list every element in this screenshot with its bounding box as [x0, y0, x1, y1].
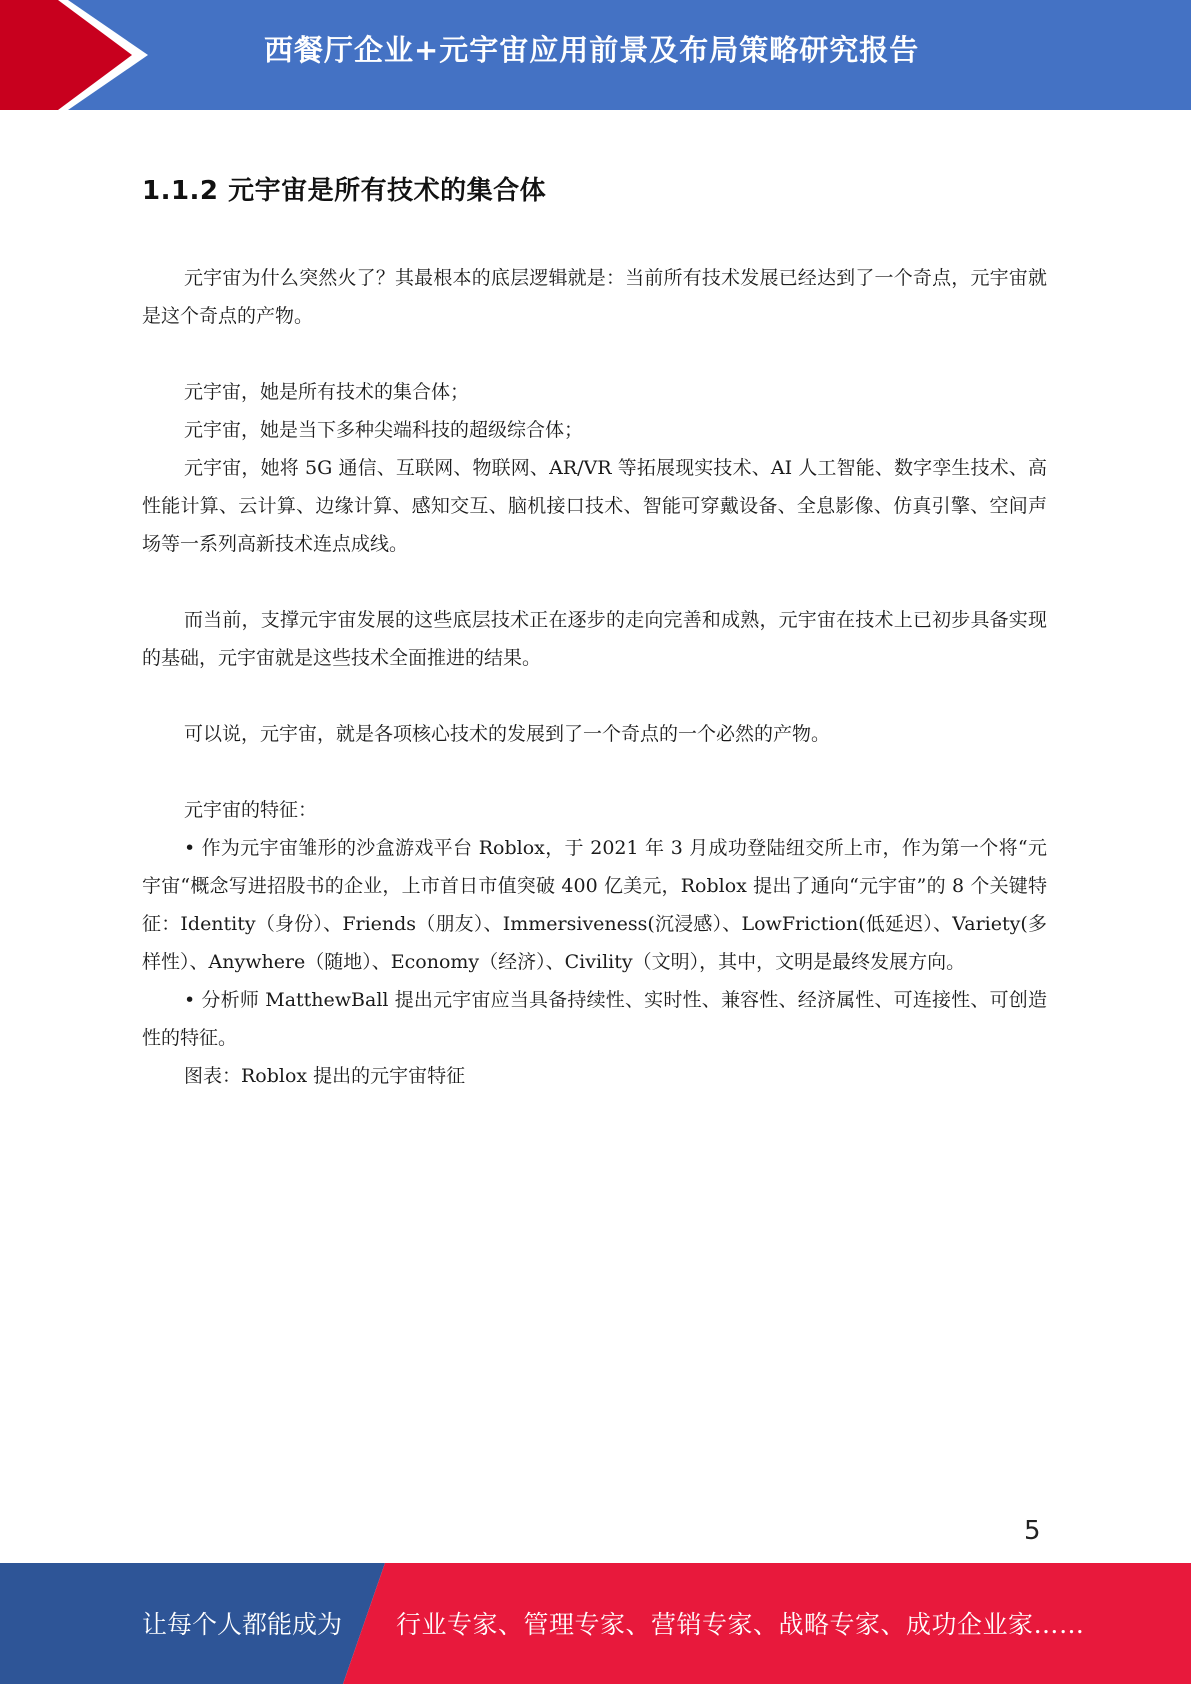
report-title: 西餐厅企业+元宇宙应用前景及布局策略研究报告: [264, 33, 920, 67]
figure-caption: 图表：Roblox 提出的元宇宙特征: [184, 1065, 466, 1087]
page-footer: [0, 1563, 1191, 1684]
main-content: [142, 170, 1047, 1095]
paragraph-intro: 元宇宙为什么突然火了？其最根本的底层逻辑就是：当前所有技术发展已经达到了一个奇点，元宇宙就是这个奇点的产物。: [142, 267, 1047, 327]
footer-slogan-right: 行业专家、管理专家、营销专家、战略专家、成功企业家……: [396, 1610, 1085, 1639]
paragraph-technologies: 元宇宙，她将 5G 通信、互联网、物联网、AR/VR 等拓展现实技术、AI 人工智能、数字孪生技术、高性能计算、云计算、边缘计算、感知交互、脑机接口技术、智能可穿戴设备、全息影像、仿真引擎、空间声场等一系列高新技术连点成线。: [142, 457, 1047, 555]
page-number: 5: [1024, 1516, 1041, 1546]
page-header: [0, 0, 1191, 110]
footer-slogan-left: 让每个人都能成为: [142, 1610, 343, 1639]
bullet-matthewball: • 分析师 MatthewBall 提出元宇宙应当具备持续性、实时性、兼容性、经济属性、可连接性、可创造性的特征。: [142, 989, 1047, 1049]
bullet-roblox: • 作为元宇宙雏形的沙盒游戏平台 Roblox，于 2021 年 3 月成功登陆纽交所上市，作为第一个将“元宇宙“概念写进招股书的企业，上市首日市值突破 400 亿美元，Roblox 提出了通向“元宇宙”的 8 个关键特征：Identity（身份）、Friends（朋友）、Immersiveness(沉浸感）、LowFriction(低延迟）、Variety(多样性）、Anywhere（随地）、Economy（经济）、Civility（文明），其中，文明是最终发展方向。: [142, 837, 1047, 973]
section-heading: 1.1.2 元宇宙是所有技术的集合体: [142, 176, 547, 206]
paragraph-collection: 元宇宙，她是所有技术的集合体；: [184, 381, 470, 403]
paragraph-conclusion: 可以说，元宇宙，就是各项核心技术的发展到了一个奇点的一个必然的产物。: [184, 723, 831, 745]
paragraph-synthesis: 元宇宙，她是当下多种尖端科技的超级综合体；: [184, 419, 584, 441]
paragraph-current: 而当前，支撑元宇宙发展的这些底层技术正在逐步的走向完善和成熟，元宇宙在技术上已初步具备实现的基础，元宇宙就是这些技术全面推进的结果。: [142, 609, 1047, 669]
paragraph-features-title: 元宇宙的特征：: [184, 799, 318, 821]
